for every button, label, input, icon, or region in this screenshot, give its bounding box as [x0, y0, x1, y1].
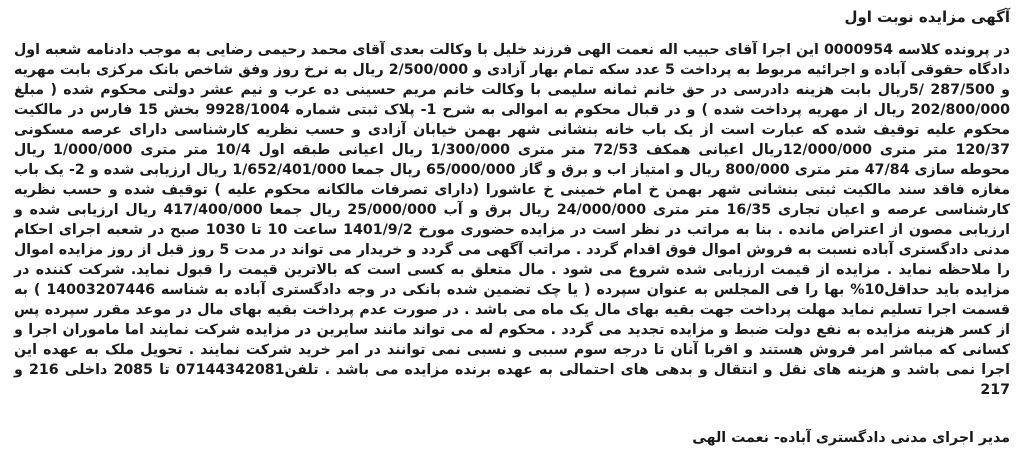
notice-body: در پرونده کلاسه 0000954 این اجرا آقای حبیب اله نعمت الهی فرزند خلیل با وکالت بعدی آقای محمد رحیمی رضایی به موجب دادنامه شعبه اول دادگاه حقوقی آباده و اجرائیه مربوط به پرداخت 5 عدد سکه تمام بهار آزادی و 2/500/000 ریال به نرخ روز وفق شاخص بانک مرکزی بابت مهریه و 287/500 /5ریال بابت هزینه دادرسی در حق خانم ثمانه سلیمی با وکالت خانم مریم حسینی ده عرب و نیم عشر دولتی محکوم شده ( مبلغ 202/800/000 ریال از مهریه پرداخت شده ) و در قبال محکوم به اموالی به شرح 1- پلاک ثبتی شماره 9928/1004 بخش 15 فارس در مالکیت محکوم علیه توقیف شده که عبارت است از یک باب خانه بنشانی شهر بهمن خیابان آزادی و حسب نظریه کارشناسی دارای عرصه مسکونی 120/37 متر متری 12/000/000ریال اعیانی همکف 72/53 متر متری 1/300/000 ریال اعیانی طبقه اول 10/4 متر متری 1/000/000 ریال محوطه سازی 47/84 متر متری 800/000 ریال و امتیاز اب و برق و گاز 65/000/000 ریال جمعا 1/652/401/000 ریال ارزیابی شده و 2- یک باب مغازه فاقد سند مالکیت ثبتی بنشانی شهر بهمن خ امام خمینی خ عاشورا (دارای تصرفات مالکانه محکوم علیه ) توقیف شده و حسب نظریه کارشناسی عرصه و اعیان تجاری 16/35 متر متری 24/000/000 ریال برق و آب 25/000/000 ریال جمعا 417/400/000 ریال ارزیابی شده و ارزیابی مصون از اعتراض مانده . بنا به مراتب در نظر است در مزایده حضوری مورخ 1401/9/2 ساعت 10 تا 1030 صبح در شعبه اجرای احکام مدنی دادگستری آباده نسبت به فروش اموال فوق اقدام گردد . مراتب آگهی می گردد و خریدار می تواند در مدت 5 روز قبل از روز مزایده اموال را ملاحظه نماید . مزایده از قیمت ارزیابی شده شروع می شود . مال متعلق به کسی است که بالاترین قیمت را قبول نماید. شرکت کننده در مزایده باید حداقل10% بها را فی المجلس به عنوان سپرده ( یا چک تضمین شده بانکی در وجه دادگستری آباده به شناسه 14003207446 ) به قسمت اجرا تسلیم نماید مهلت پرداخت جهت بقیه بهای مال یک ماه می باشد . در صورت عدم پرداخت بقیه بهای مال در موعد مقرر سپرده پس از کسر هزینه مزایده به نفع دولت ضبط و مزایده تجدید می گردد . محکوم له می تواند مانند سایرین در مزایده شرکت نمایند اما ماموران اجرا و کسانی که مباشر امر فروش هستند و اقربا آنان تا درجه سوم سببی و نسبی نمی توانند در امر خرید شرکت نمایند . تحویل ملک به عهده این اجرا نمی باشد و هزینه های نقل و انتقال و بدهی های احتمالی به عهده برنده مزایده می باشد . تلفن07144342081 تا 2085 داخلی 216 و 217: [14, 42, 1011, 398]
notice-title: آگهی مزایده نوبت اول: [844, 8, 1010, 26]
auction-notice: [10, 0, 1014, 458]
notice-signature: مدیر اجرای مدنی دادگستری آباده- نعمت الهی: [692, 430, 1010, 446]
